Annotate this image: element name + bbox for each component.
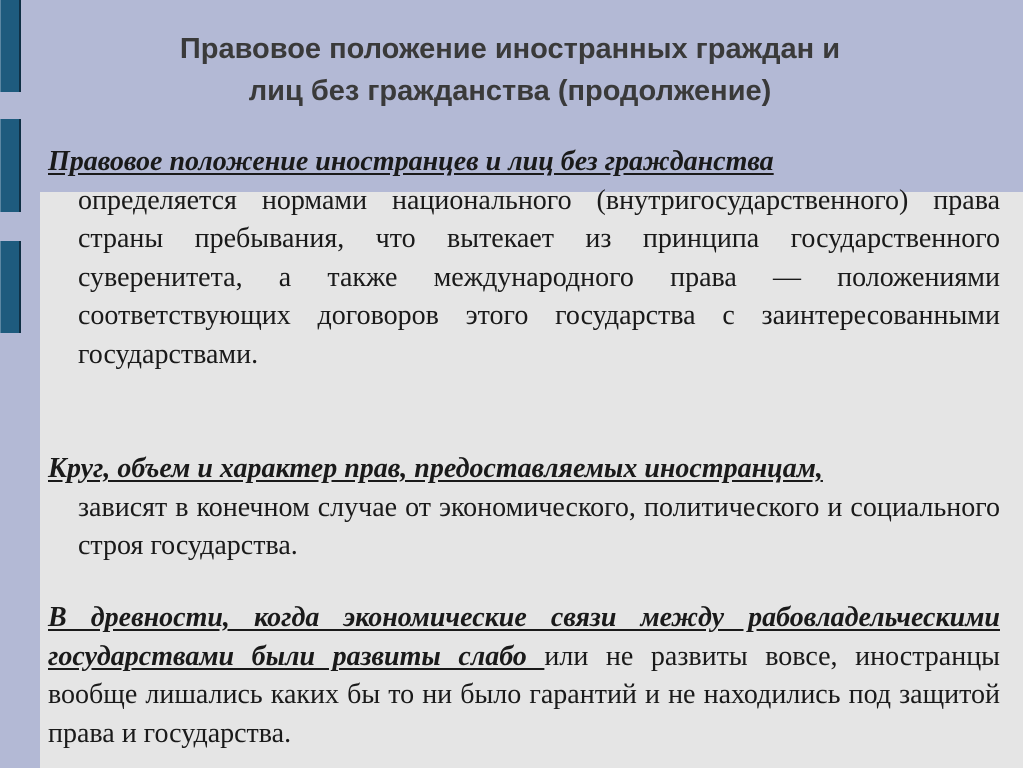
slide-title xyxy=(60,28,960,112)
decor-bar-top xyxy=(0,0,21,92)
decor-bar-middle xyxy=(0,119,21,212)
paragraph-legal-status xyxy=(48,143,1000,374)
decor-bar-bottom xyxy=(0,241,21,333)
paragraph-lead: В древности, когда экономические связи между рабовладельческими государствами были развиты слабо xyxy=(48,602,1000,672)
paragraph-antiquity xyxy=(48,599,1000,753)
slide-title-line-2: лиц без гражданства (продолжение) xyxy=(248,75,772,107)
paragraph-text: или не развиты вовсе, иностранцы вообще лишались каких бы то ни было гарантий и не находились под защитой права и государства. xyxy=(48,640,1000,749)
paragraph-scope-of-rights xyxy=(48,450,1000,566)
paragraph-lead: Правовое положение иностранцев и лиц без гражданства xyxy=(48,146,774,177)
paragraph-text: определяется нормами национального (внутригосударственного) права страны пребывания, что вытекает из принципа государственного суверенитета, а также международного права — положениями соответствующих договоров этого государства с заинтересованными государствами. xyxy=(78,184,1000,370)
paragraph-lead: Круг, объем и характер прав, предоставляемых иностранцам, xyxy=(48,453,823,484)
slide-title-line-1: Правовое положение иностранных граждан и xyxy=(179,33,841,65)
paragraph-text: зависят в конечном случае от экономического, политического и социального строя государства. xyxy=(78,491,1000,561)
